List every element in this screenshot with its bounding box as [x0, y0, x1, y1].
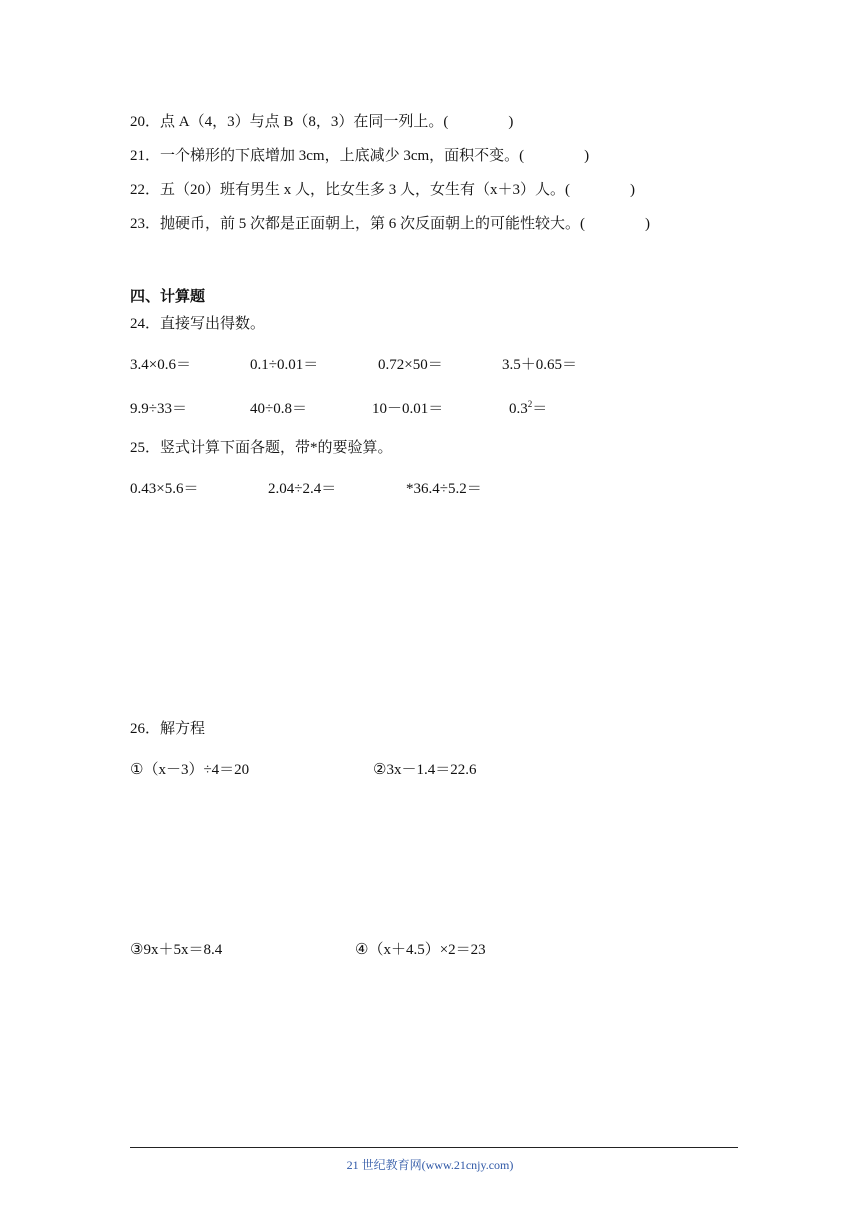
section-heading: 四、计算题: [130, 289, 206, 305]
power-base: 0.3: [509, 401, 528, 417]
calc-item: 40÷0.8＝: [250, 401, 307, 417]
question-26-label: 26．解方程: [130, 721, 206, 737]
question-22: 22．五（20）班有男生 x 人，比女生多 3 人，女生有（x＋3）人。( ): [130, 182, 635, 198]
question-25-label: 25．竖式计算下面各题，带*的要验算。: [130, 440, 393, 456]
calc-item: 3.5＋0.65＝: [502, 357, 578, 373]
calc-item: 0.1÷0.01＝: [250, 357, 319, 373]
equals-sign: ＝: [532, 401, 548, 417]
question-20: 20．点 A（4，3）与点 B（8，3）在同一列上。( ): [130, 114, 514, 130]
power-exponent: 2: [527, 399, 533, 409]
vertical-calc-item: *36.4÷5.2＝: [406, 481, 482, 497]
vertical-calc-item: 0.43×5.6＝: [130, 481, 199, 497]
calc-item-power: [509, 399, 547, 419]
equation-item: ④（x＋4.5）×2＝23: [355, 942, 486, 958]
vertical-calc-item: 2.04÷2.4＝: [268, 481, 337, 497]
question-21: 21．一个梯形的下底增加 3cm，上底减少 3cm，面积不变。( ): [130, 148, 590, 164]
calc-item: 0.72×50＝: [378, 357, 443, 373]
calc-item: 10－0.01＝: [372, 401, 444, 417]
question-24-label: 24．直接写出得数。: [130, 316, 266, 332]
equation-item: ②3x－1.4＝22.6: [373, 762, 477, 778]
footer-text[interactable]: 21 世纪教育网(www.21cnjy.com): [346, 1158, 514, 1172]
question-23: 23．抛硬币，前 5 次都是正面朝上，第 6 次反面朝上的可能性较大。( ): [130, 216, 650, 232]
calc-item: 9.9÷33＝: [130, 401, 187, 417]
calc-item: 3.4×0.6＝: [130, 357, 191, 373]
footer-divider: [130, 1147, 738, 1148]
equation-item: ③9x＋5x＝8.4: [130, 942, 223, 958]
equation-item: ①（x－3）÷4＝20: [130, 762, 250, 778]
